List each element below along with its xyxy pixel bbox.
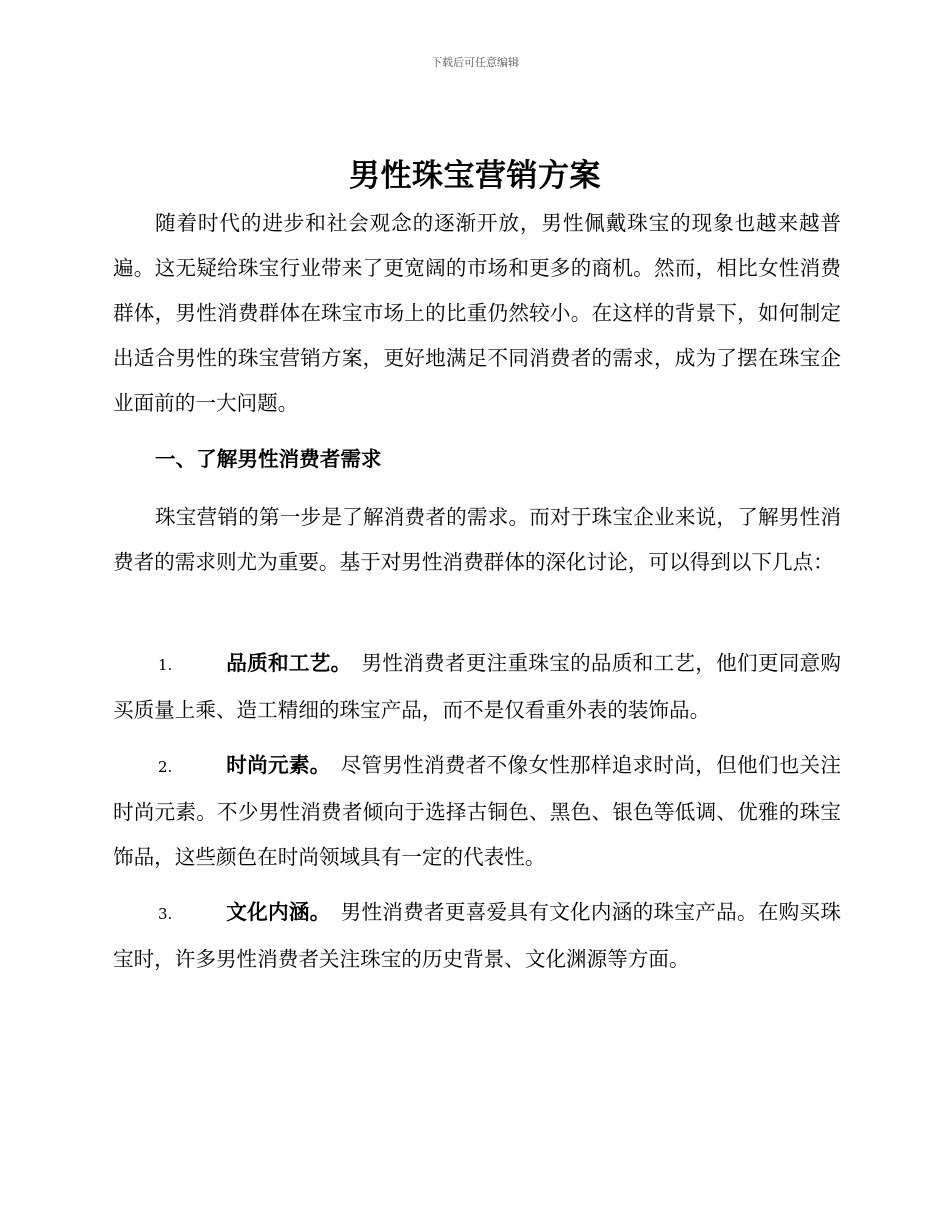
list-item-lead: 文化内涵。 bbox=[226, 900, 331, 924]
list-item-lead: 时尚元素。 bbox=[226, 753, 331, 777]
list-item-2 bbox=[113, 743, 841, 880]
list-item-text: 男性消费者更注重珠宝的品质和工艺，他们更同意购买质量上乘、造工精细的珠宝产品，而不是仅看重外表的装饰品。 bbox=[113, 651, 842, 722]
list-item-lead: 品质和工艺。 bbox=[226, 651, 352, 675]
list-item-number: 1. bbox=[158, 656, 173, 674]
list-item-1 bbox=[113, 641, 841, 733]
intro-section bbox=[113, 201, 841, 426]
document-title: 男性珠宝营销方案 bbox=[349, 158, 601, 194]
intro-paragraph: 随着时代的进步和社会观念的逐渐开放，男性佩戴珠宝的现象也越来越普遍。这无疑给珠宝行业带来了更宽阔的市场和更多的商机。然而，相比女性消费群体，男性消费群体在珠宝市场上的比重仍然较小。在这样的背景下，如何制定出适合男性的珠宝营销方案，更好地满足不同消费者的需求，成为了摆在珠宝企业面前的一大问题。 bbox=[113, 211, 841, 415]
section-1-paragraph: 珠宝营销的第一步是了解消费者的需求。而对于珠宝企业来说，了解男性消费者的需求则尤为重要。基于对男性消费群体的深化讨论，可以得到以下几点： bbox=[113, 505, 841, 574]
list-item-3 bbox=[113, 890, 841, 982]
list-item-number: 2. bbox=[158, 758, 173, 776]
header-note: 下载后可任意编辑 bbox=[431, 56, 519, 69]
list-item-text: 尽管男性消费者不像女性那样追求时尚，但他们也关注时尚元素。不少男性消费者倾向于选择古铜色、黑色、银色等低调、优雅的珠宝饰品，这些颜色在时尚领域具有一定的代表性。 bbox=[113, 753, 841, 869]
list-item-number: 3. bbox=[158, 905, 173, 923]
section-heading-1: 一、了解男性消费者需求 bbox=[155, 447, 382, 471]
section-1-body bbox=[113, 495, 841, 585]
list-item-text: 男性消费者更喜爱具有文化内涵的珠宝产品。在购买珠宝时，许多男性消费者关注珠宝的历史背景、文化渊源等方面。 bbox=[113, 900, 841, 971]
